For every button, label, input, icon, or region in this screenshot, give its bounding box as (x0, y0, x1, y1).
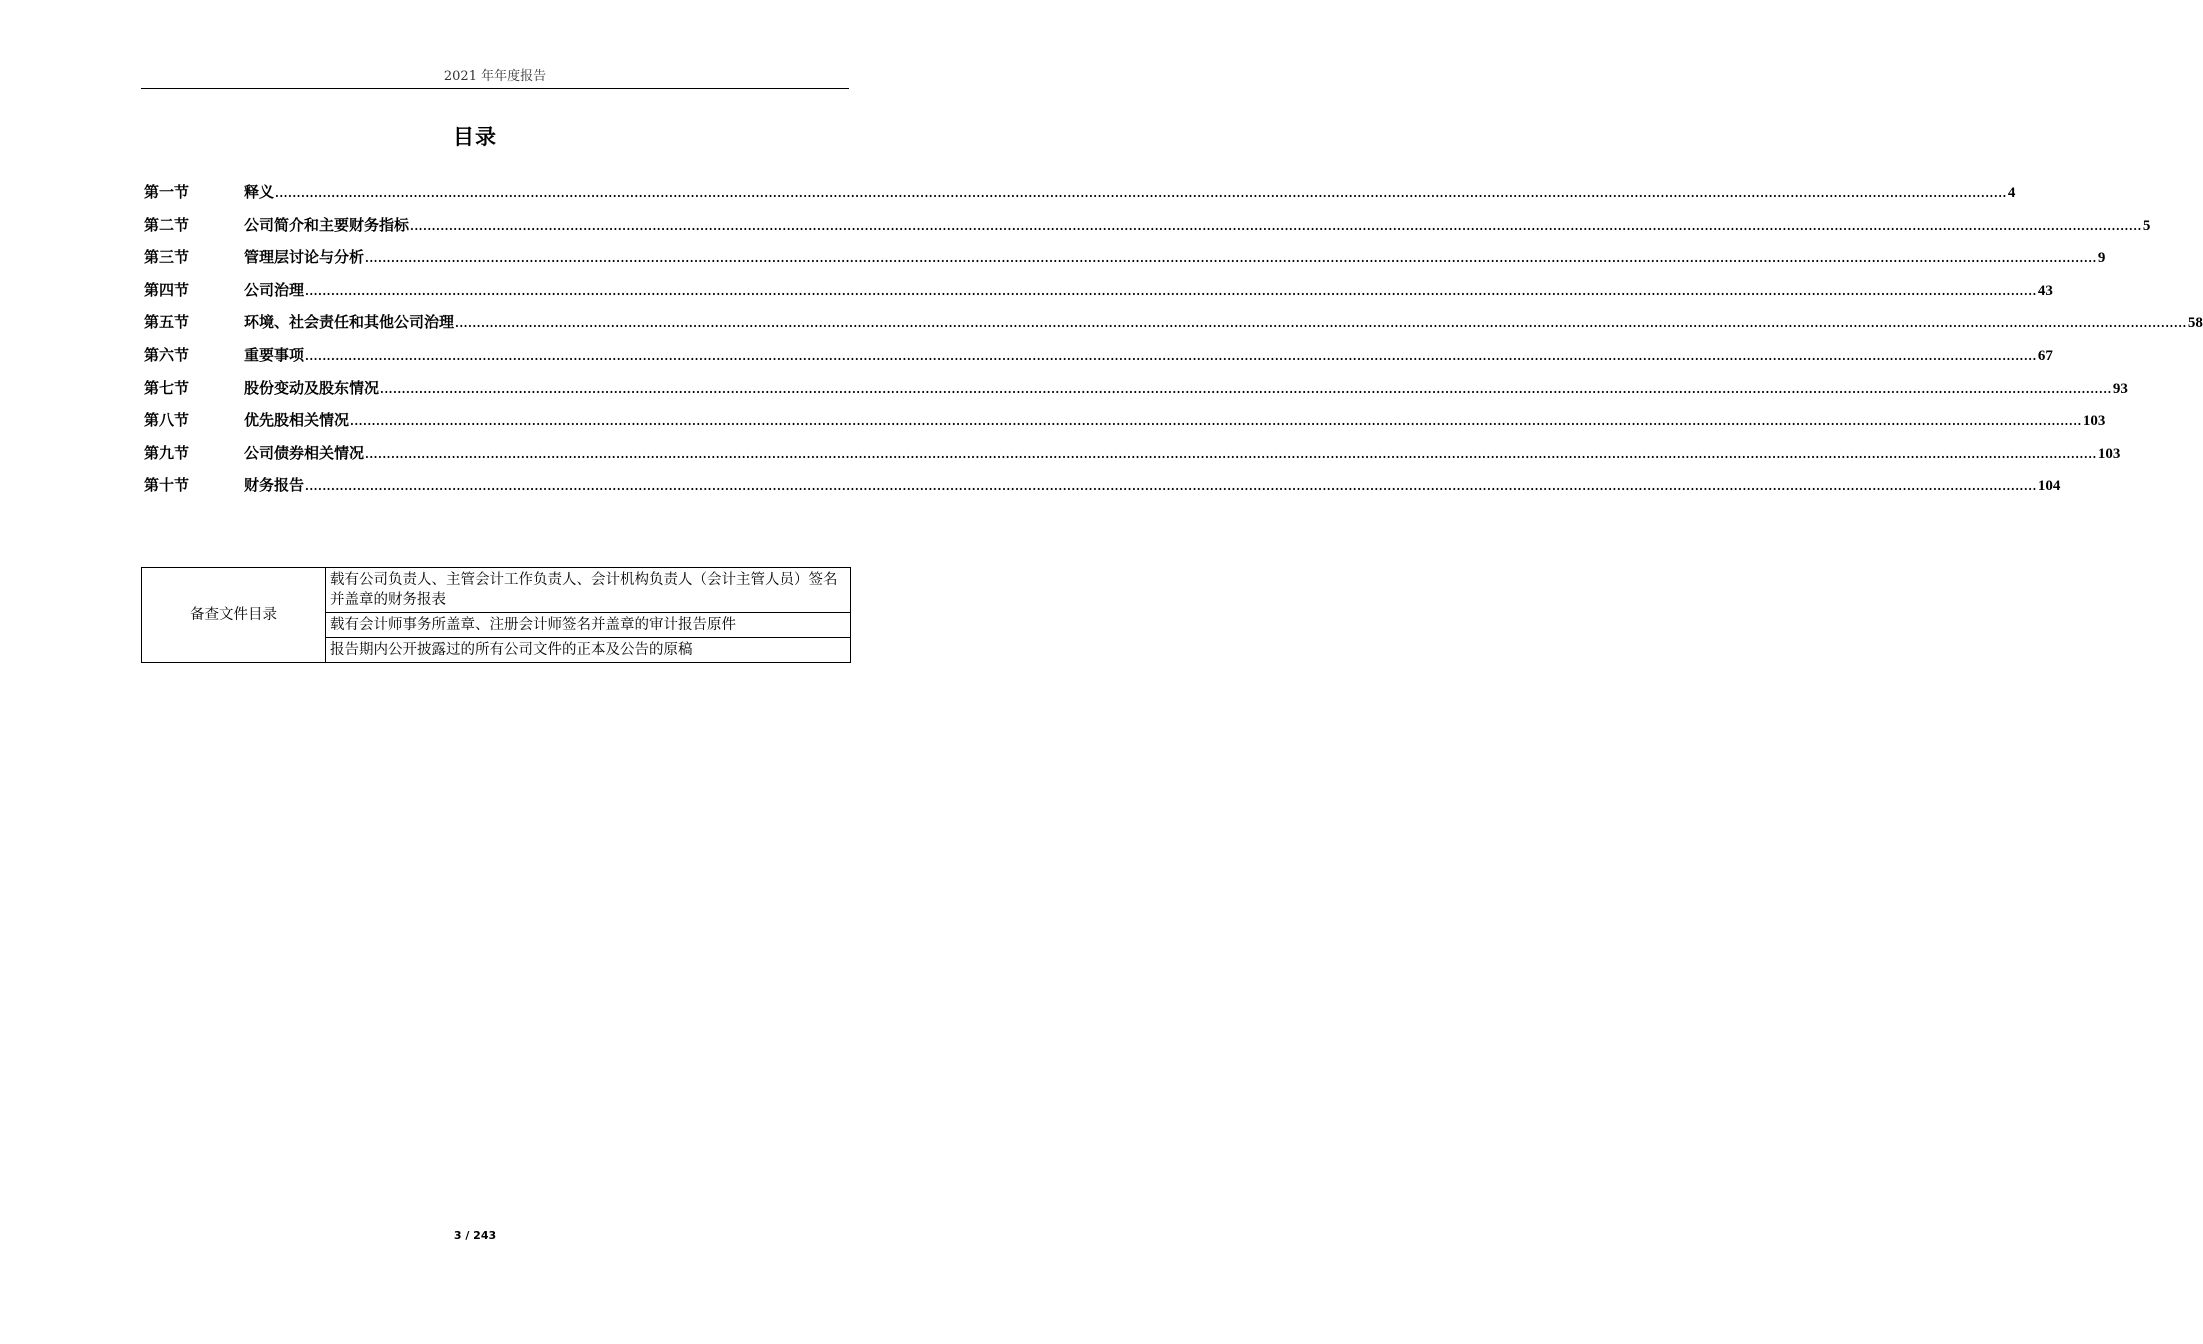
page-header: 2021 年年度报告 (141, 66, 849, 89)
toc-section-number: 第一节 (144, 183, 190, 201)
toc-section-title: 优先股相关情况 (244, 411, 350, 430)
toc-section-title: 财务报告 (244, 476, 305, 495)
toc-section-title: 管理层讨论与分析 (244, 248, 365, 267)
reference-document-item: 报告期内公开披露过的所有公司文件的正本及公告的原稿 (326, 638, 851, 663)
toc-section-title: 公司债券相关情况 (244, 443, 365, 462)
toc-page-number: 93 (2112, 380, 2128, 397)
toc-section-number: 第八节 (144, 411, 190, 430)
toc-leader-dots: ................................................................................................................................................................................................................................................................................................................................................................................................................ (350, 415, 2082, 429)
toc-entry[interactable] (144, 209, 2151, 242)
toc-leader-dots: ................................................................................................................................................................................................................................................................................................................................................................................................................ (305, 349, 2037, 363)
toc-entry[interactable] (144, 306, 2203, 339)
toc-entry[interactable] (144, 372, 2128, 405)
toc-leader-dots: ................................................................................................................................................................................................................................................................................................................................................................................................................ (365, 447, 2097, 461)
toc-section-title: 股份变动及股东情况 (244, 378, 380, 397)
reference-document-item: 载有会计师事务所盖章、注册会计师签名并盖章的审计报告原件 (326, 613, 851, 638)
toc-leader-dots: ................................................................................................................................................................................................................................................................................................................................................................................................................ (410, 219, 2142, 233)
reference-document-item: 载有公司负责人、主管会计工作负责人、会计机构负责人（会计主管人员）签名并盖章的财务报表 (326, 568, 851, 613)
toc-section-number: 第十节 (144, 476, 190, 495)
toc-leader-dots: ................................................................................................................................................................................................................................................................................................................................................................................................................ (380, 382, 2112, 396)
toc-entry[interactable] (144, 469, 2061, 502)
toc-entry[interactable] (144, 339, 2053, 372)
toc-leader-dots: ................................................................................................................................................................................................................................................................................................................................................................................................................ (365, 252, 2097, 266)
toc-entry[interactable] (144, 176, 2016, 209)
toc-section-number: 第二节 (144, 215, 190, 234)
toc-leader-dots: ................................................................................................................................................................................................................................................................................................................................................................................................................ (305, 284, 2037, 298)
toc-page-number: 5 (2142, 217, 2151, 234)
toc-section-title: 环境、社会责任和其他公司治理 (244, 313, 455, 332)
toc-section-number: 第六节 (144, 345, 190, 364)
toc-page-number: 43 (2037, 282, 2053, 299)
table-row (142, 568, 851, 613)
toc-section-title: 公司治理 (244, 280, 305, 299)
toc-page-number: 9 (2097, 250, 2106, 267)
toc-section-title: 重要事项 (244, 345, 305, 364)
toc-page-number: 4 (2007, 185, 2016, 201)
toc-page-number: 103 (2097, 445, 2121, 462)
toc-section-title: 公司简介和主要财务指标 (244, 215, 410, 234)
table-of-contents (144, 176, 2203, 502)
toc-section-number: 第九节 (144, 443, 190, 462)
toc-section-number: 第三节 (144, 248, 190, 267)
toc-leader-dots: ................................................................................................................................................................................................................................................................................................................................................................................................................ (455, 317, 2187, 331)
toc-leader-dots: ................................................................................................................................................................................................................................................................................................................................................................................................................ (305, 480, 2037, 494)
toc-entry[interactable] (144, 404, 2106, 437)
toc-section-number: 第五节 (144, 313, 190, 332)
toc-leader-dots: ................................................................................................................................................................................................................................................................................................................................................................................................................ (275, 187, 2007, 200)
page-title: 目录 (453, 124, 497, 149)
reference-documents-label: 备查文件目录 (142, 568, 326, 663)
toc-section-number: 第四节 (144, 280, 190, 299)
toc-entry[interactable] (144, 437, 2121, 470)
toc-page-number: 58 (2187, 315, 2203, 332)
reference-documents-table (141, 567, 851, 663)
toc-page-number: 67 (2037, 347, 2053, 364)
page-footer: 3 / 243 (453, 1229, 497, 1242)
toc-section-title: 释义 (244, 183, 275, 201)
toc-section-number: 第七节 (144, 378, 190, 397)
toc-entry[interactable] (144, 274, 2053, 307)
toc-page-number: 104 (2037, 478, 2061, 495)
toc-page-number: 103 (2082, 413, 2106, 430)
toc-entry[interactable] (144, 241, 2106, 274)
